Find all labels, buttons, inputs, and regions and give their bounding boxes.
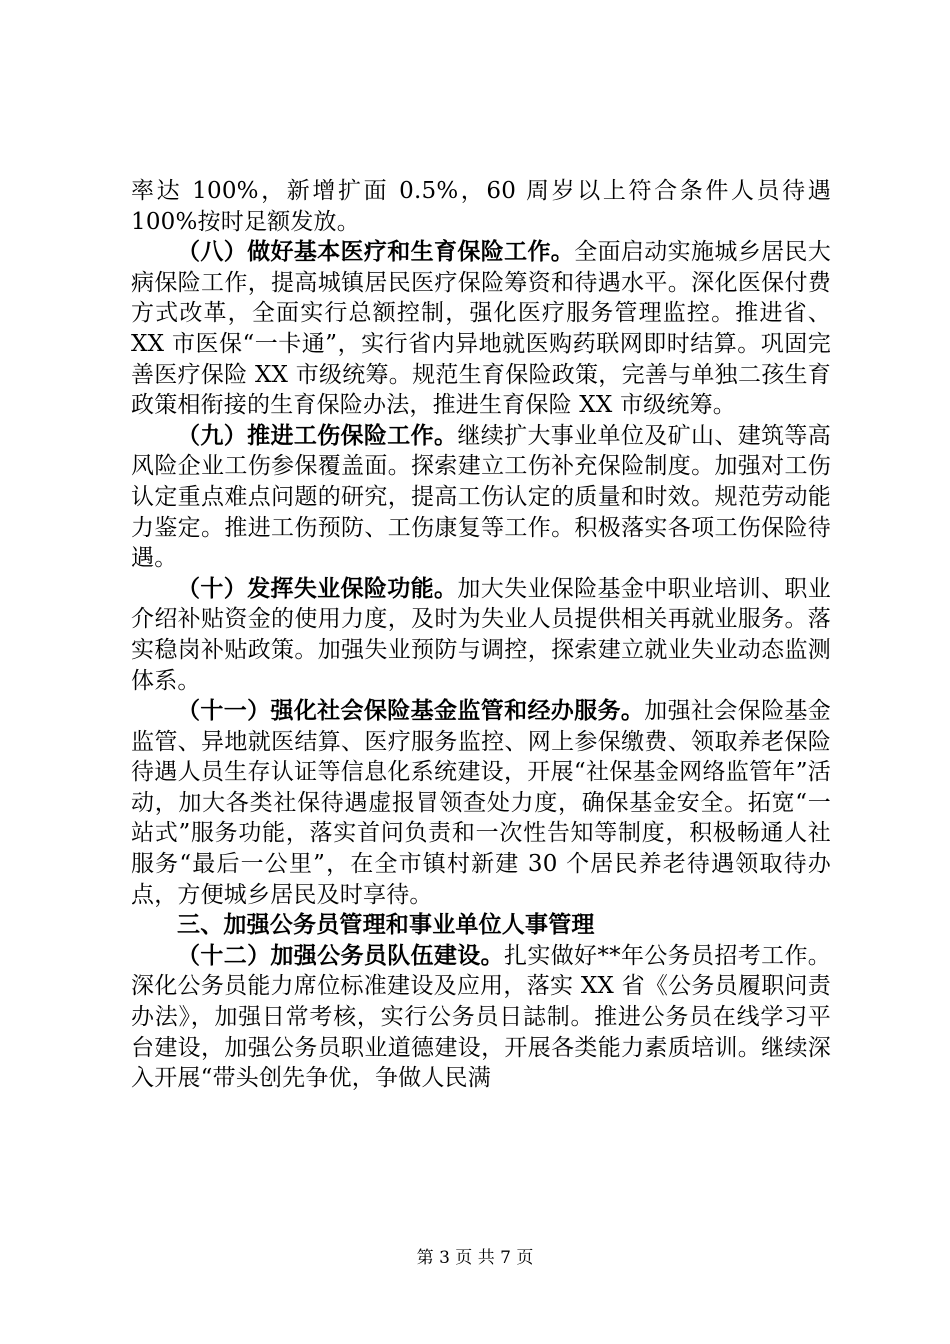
- paragraph-text: 加大失业保险基金中职业培训、职业介绍补贴资金的使用力度，及时为失业人员提供相关再就业服务。落实稳岗补贴政策。加强失业预防与调控，探索建立就业失业动态监测体系。: [131, 575, 831, 694]
- section-heading: 三、加强公务员管理和事业单位人事管理: [177, 911, 595, 939]
- page-footer: 第 3 页 共 7 页: [416, 1248, 534, 1268]
- paragraph-fund-supervision: [131, 696, 831, 910]
- paragraph-heading: （十一）强化社会保险基金监管和经办服务。: [177, 697, 645, 725]
- paragraph-heading: （十二）加强公务员队伍建设。: [177, 941, 504, 969]
- paragraph-text: 继续扩大事业单位及矿山、建筑等高风险企业工伤参保覆盖面。探索建立工伤补充保险制度。加强对工伤认定重点难点问题的研究，提高工伤认定的质量和时效。规范劳动能力鉴定。推进工伤预防、工伤康复等工作。积极落实各项工伤保险待遇。: [131, 422, 831, 572]
- paragraph-text: 率达 100%，新增扩面 0.5%，60 周岁以上符合条件人员待遇100%按时足额发放。: [131, 178, 831, 235]
- paragraph-heading: （九）推进工伤保险工作。: [177, 421, 458, 449]
- paragraph-continuation: [131, 176, 831, 237]
- paragraph-heading: （十）发挥失业保险功能。: [177, 574, 458, 602]
- paragraph-text: 扎实做好**年公务员招考工作。深化公务员能力席位标准建设及应用，落实 XX 省《公务员履职问责办法》，加强日常考核，实行公务员日誌制。推进公务员在线学习平台建设，加强公务员职业道德建设，开展各类能力素质培训。继续深入开展“带头创先争优，争做人民满: [131, 942, 832, 1092]
- paragraph-text: 加强社会保险基金监管、异地就医结算、医疗服务监控、网上参保缴费、领取养老保险待遇人员生存认证等信息化系统建设，开展“社保基金网络监管年”活动，加大各类社保待遇虚报冒领查处力度，确保基金安全。拓宽“一站式”服务功能，落实首问负责和一次性告知等制度，积极畅通人社服务“最后一公里”，在全市镇村新建 30 个居民养老待遇领取待办点，方便城乡居民及时享待。: [131, 698, 832, 908]
- paragraph-work-injury: [131, 421, 831, 574]
- paragraph-medical-insurance: [131, 237, 831, 421]
- paragraph-heading: （八）做好基本医疗和生育保险工作。: [177, 238, 575, 266]
- paragraph-text: 全面启动实施城乡居民大病保险工作，提高城镇居民医疗保险筹资和待遇水平。深化医保付费方式改革，全面实行总额控制，强化医疗服务管理监控。推进省、XX 市医保“一卡通”，实行省内异地就医购药联网即时结算。巩固完善医疗保险 XX 市级统筹。规范生育保险政策，完善与单独二孩生育政策相衔接的生育保险办法，推进生育保险 XX 市级统筹。: [131, 239, 831, 419]
- paragraph-unemployment: [131, 574, 831, 696]
- paragraph-civil-servants: [131, 941, 831, 1094]
- document-body: [131, 176, 831, 1094]
